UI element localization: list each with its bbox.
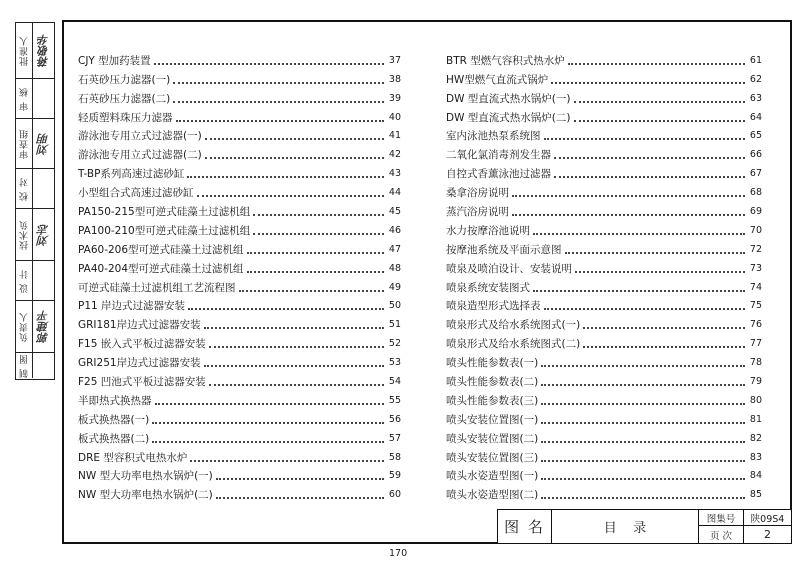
- toc-entry-title: PA100-210型可逆式硅藻土过滤机组: [78, 224, 251, 237]
- toc-entry: [78, 331, 401, 350]
- dot-leader: [247, 252, 384, 254]
- signoff-role: [16, 353, 33, 378]
- toc-entry-title: 喷泉及喷泊设计、安装说明: [446, 262, 572, 275]
- signoff-signature: [33, 301, 54, 352]
- toc-entry-title: BTR 型燃气容积式热水炉: [446, 54, 565, 67]
- toc-entry-title: 板式换热器(二): [78, 432, 150, 445]
- dot-leader: [209, 384, 384, 386]
- toc-entry: [78, 142, 401, 161]
- toc-entry-page: 79: [749, 376, 762, 388]
- toc-entry: [446, 407, 762, 426]
- toc-entry-title: 小型组合式高速过滤砂缸: [78, 187, 194, 200]
- dot-leader: [541, 497, 745, 499]
- toc-entry-page: 76: [749, 319, 762, 331]
- toc-entry: [446, 445, 762, 464]
- toc-entry: [78, 86, 401, 105]
- toc-entry: [446, 464, 762, 483]
- toc-entry-title: 二氧化氯消毒剂发生器: [446, 149, 551, 162]
- toc-entry-page: 66: [749, 149, 762, 161]
- drawing-frame: [62, 20, 792, 544]
- signoff-cell: [16, 23, 54, 79]
- toc-entry-page: 37: [388, 54, 401, 66]
- signoff-signature: [33, 169, 54, 208]
- signoff-cell: [16, 209, 54, 261]
- dot-leader: [152, 441, 384, 443]
- toc-entry-title: DW 型直流式热水锅炉(一): [446, 92, 571, 105]
- dot-leader: [205, 157, 384, 159]
- toc-entry: [78, 48, 401, 67]
- dot-leader: [173, 82, 384, 84]
- toc-entry-page: 58: [388, 451, 401, 463]
- dot-leader: [188, 308, 384, 310]
- toc-entry-page: 41: [388, 130, 401, 142]
- toc-entry: [446, 67, 762, 86]
- toc-entry-title: 水力按摩浴池说明: [446, 224, 530, 237]
- dot-leader: [152, 422, 384, 424]
- toc-entry-page: 60: [388, 489, 401, 501]
- toc-entry: [78, 105, 401, 124]
- dot-leader: [554, 157, 745, 159]
- signoff-signature: [33, 119, 54, 168]
- toc-entry-page: 48: [388, 262, 401, 274]
- signoff-role: [16, 261, 33, 300]
- toc-entry: [446, 350, 762, 369]
- toc-entry-title: PA60-206型可逆式硅藻土过滤机组: [78, 243, 244, 256]
- toc-entry: [78, 275, 401, 294]
- toc-entry: [78, 237, 401, 256]
- dot-leader: [253, 214, 384, 216]
- toc-entry-page: 53: [388, 357, 401, 369]
- dot-leader: [209, 346, 384, 348]
- toc-entry-page: 43: [388, 168, 401, 180]
- toc-entry-title: 游泳池专用立式过滤器(一): [78, 130, 202, 143]
- dot-leader: [541, 478, 745, 480]
- toc-entry: [446, 294, 762, 313]
- toc-entry-title: F15 嵌入式平板过滤器安装: [78, 338, 206, 351]
- toc-entry-page: 52: [388, 338, 401, 350]
- toc-entry-title: 喷泉造型形式选择表: [446, 300, 541, 313]
- toc-entry: [78, 199, 401, 218]
- toc-entry-page: 47: [388, 243, 401, 255]
- toc-entry-title: CJY 型加药装置: [78, 54, 151, 67]
- dot-leader: [197, 195, 385, 197]
- toc-entry: [78, 445, 401, 464]
- dot-leader: [565, 252, 746, 254]
- toc-entry-title: F25 凹池式平板过滤器安装: [78, 376, 206, 389]
- signoff-cell: [16, 261, 54, 301]
- toc-entry-title: 蒸汽浴房说明: [446, 206, 509, 219]
- toc-entry-page: 67: [749, 168, 762, 180]
- title-block-name: [552, 510, 699, 543]
- dot-leader: [204, 365, 384, 367]
- toc-entry-title: 喷头性能参数表(二): [446, 376, 539, 389]
- toc-entry: [78, 124, 401, 143]
- dot-leader: [544, 308, 746, 310]
- toc-entry: [446, 180, 762, 199]
- toc-entry-title: 喷泉系统安装图式: [446, 281, 530, 294]
- dot-leader: [541, 460, 745, 462]
- dot-leader: [583, 346, 745, 348]
- toc-entry: [446, 48, 762, 67]
- dot-leader: [574, 120, 746, 122]
- title-block: [497, 509, 792, 544]
- toc-entry-page: 64: [749, 111, 762, 123]
- toc-entry-page: 46: [388, 224, 401, 236]
- toc-entry: [446, 161, 762, 180]
- signoff-cell: [16, 79, 54, 119]
- toc-entry-page: 42: [388, 149, 401, 161]
- toc-entry: [446, 275, 762, 294]
- toc-entry-page: 80: [749, 394, 762, 406]
- toc-entry: [78, 350, 401, 369]
- dot-leader: [216, 478, 384, 480]
- signoff-signature: [33, 23, 54, 78]
- toc-entry-title: 喷头安装位置图(二): [446, 432, 539, 445]
- toc-entry-title: 喷头安装位置图(一): [446, 413, 539, 426]
- toc-entry-title: 石英砂压力滤器(二): [78, 92, 171, 105]
- page-no-value: [744, 526, 791, 543]
- toc-entry-title: 喷头水姿造型图(二): [446, 489, 539, 502]
- toc-entry: [78, 426, 401, 445]
- page-no-label: [699, 526, 744, 543]
- toc-entry: [78, 312, 401, 331]
- toc-entry-page: 61: [749, 54, 762, 66]
- dot-leader: [544, 138, 746, 140]
- toc-entry-title: HW型燃气直流式锅炉: [446, 73, 549, 86]
- dot-leader: [574, 101, 746, 103]
- toc-entry: [446, 124, 762, 143]
- signature-text: 蒋敬华: [36, 34, 50, 67]
- toc-entry-page: 69: [749, 206, 762, 218]
- dot-leader: [533, 233, 745, 235]
- dot-leader: [568, 63, 745, 65]
- toc-entry-page: 62: [749, 73, 762, 85]
- toc-entry: [446, 426, 762, 445]
- atlas-no-value: [744, 510, 791, 526]
- dot-leader: [204, 327, 384, 329]
- toc-entry-title: 板式换热器(一): [78, 413, 150, 426]
- signature-text: 刘志: [36, 223, 50, 246]
- toc-entry-page: 70: [749, 224, 762, 236]
- signoff-role-text: 技术负: [19, 219, 30, 250]
- signoff-cell: [16, 119, 54, 169]
- signoff-role-text: 审查组: [19, 128, 30, 159]
- toc-entry-title: NW 型大功率电热水锅炉(二): [78, 489, 213, 502]
- dot-leader: [173, 101, 384, 103]
- dot-leader: [541, 384, 745, 386]
- toc-entry: [446, 199, 762, 218]
- toc-entry-page: 38: [388, 73, 401, 85]
- signoff-role: [16, 119, 33, 168]
- atlas-no-text: 陕09S4: [750, 513, 785, 525]
- toc-entry: [446, 482, 762, 501]
- dot-leader: [190, 460, 384, 462]
- dot-leader: [541, 403, 745, 405]
- toc-entry-page: 56: [388, 413, 401, 425]
- toc-entry-page: 54: [388, 376, 401, 388]
- signoff-cell: [16, 169, 54, 209]
- toc-entry: [446, 218, 762, 237]
- toc-entry-title: 喷泉形式及给水系统图式(二): [446, 338, 581, 351]
- toc-entry: [78, 218, 401, 237]
- signoff-signature: [33, 79, 54, 118]
- signoff-role: [16, 209, 33, 260]
- toc-entry-title: 室内泳池热泵系统图: [446, 130, 541, 143]
- toc-entry: [78, 407, 401, 426]
- toc-entry-title: 喷泉形式及给水系统图式(一): [446, 319, 581, 332]
- page-no-text: 2: [764, 528, 771, 541]
- toc-entry-title: PA150-215型可逆式硅藻土过滤机组: [78, 206, 251, 219]
- toc-entry-page: 49: [388, 281, 401, 293]
- toc-entry-page: 40: [388, 111, 401, 123]
- signoff-signature: [33, 353, 54, 378]
- signoff-strip: [15, 22, 55, 380]
- toc-entry: [446, 312, 762, 331]
- dot-leader: [205, 138, 384, 140]
- dot-leader: [247, 271, 384, 273]
- toc-entry: [446, 86, 762, 105]
- signoff-cell: [16, 353, 54, 378]
- toc-entry-page: 73: [749, 262, 762, 274]
- atlas-label-text: 图集号: [706, 513, 736, 525]
- toc-entry-page: 81: [749, 413, 762, 425]
- signoff-role-text: 校 对: [19, 176, 30, 201]
- toc-entry: [78, 464, 401, 483]
- toc-right-column: [446, 48, 762, 501]
- toc-entry-title: 游泳池专用立式过滤器(二): [78, 149, 202, 162]
- toc-entry-title: GRI251岸边式过滤器安装: [78, 357, 201, 370]
- toc-entry: [446, 237, 762, 256]
- signoff-signature: [33, 261, 54, 300]
- toc-left-column: [78, 48, 401, 501]
- toc-entry-page: 75: [749, 300, 762, 312]
- toc-entry: [78, 180, 401, 199]
- toc-entry-page: 51: [388, 319, 401, 331]
- toc-entry-title: 桑拿浴房说明: [446, 187, 509, 200]
- toc-entry-page: 85: [749, 489, 762, 501]
- dot-leader: [554, 176, 745, 178]
- toc-entry-page: 63: [749, 92, 762, 104]
- signature-text: 刘明: [36, 132, 50, 155]
- toc-entry-page: 74: [749, 281, 762, 293]
- toc-entry-page: 44: [388, 187, 401, 199]
- dot-leader: [551, 82, 745, 84]
- page-label-text: 页 次: [709, 530, 733, 542]
- toc-entry: [78, 388, 401, 407]
- dot-leader: [541, 441, 745, 443]
- signoff-role: [16, 301, 33, 352]
- dot-leader: [541, 365, 745, 367]
- dot-leader: [512, 195, 745, 197]
- dot-leader: [155, 403, 385, 405]
- toc-entry-title: NW 型大功率电热水锅炉(一): [78, 470, 213, 483]
- toc-entry: [446, 369, 762, 388]
- dot-leader: [583, 327, 745, 329]
- signoff-role: [16, 79, 33, 118]
- dot-leader: [253, 233, 384, 235]
- signoff-signature: [33, 209, 54, 260]
- signoff-role: [16, 23, 33, 78]
- dot-leader: [512, 214, 745, 216]
- name-label-text: 图 名: [504, 518, 545, 536]
- toc-entry: [446, 105, 762, 124]
- dot-leader: [575, 271, 745, 273]
- toc-entry-title: PA40-204型可逆式硅藻土过滤机组: [78, 262, 244, 275]
- toc-entry: [446, 256, 762, 275]
- signoff-role: [16, 169, 33, 208]
- toc-entry-page: 45: [388, 206, 401, 218]
- toc-entry-title: GRI181岸边式过滤器安装: [78, 319, 201, 332]
- toc-entry-title: DW 型直流式热水锅炉(二): [446, 111, 571, 124]
- dot-leader: [176, 120, 385, 122]
- toc-entry-page: 68: [749, 187, 762, 199]
- toc-entry-title: 喷头性能参数表(三): [446, 394, 539, 407]
- toc-entry: [446, 142, 762, 161]
- toc-entry-page: 57: [388, 432, 401, 444]
- toc-entry-title: 喷头性能参数表(一): [446, 357, 539, 370]
- dot-leader: [239, 290, 385, 292]
- dot-leader: [187, 176, 384, 178]
- toc-entry-title: 轻质塑料珠压力滤器: [78, 111, 173, 124]
- toc-entry: [446, 331, 762, 350]
- dot-leader: [541, 422, 745, 424]
- atlas-no-label: [699, 510, 744, 526]
- dot-leader: [533, 290, 745, 292]
- toc-entry-page: 82: [749, 432, 762, 444]
- toc-entry-title: P11 岸边式过滤器安装: [78, 300, 186, 313]
- toc-entry-title: 可逆式硅藻土过滤机组工艺流程图: [78, 281, 236, 294]
- toc-entry-title: DRE 型容积式电热水炉: [78, 451, 188, 464]
- signoff-cell: [16, 301, 54, 353]
- toc-entry-page: 83: [749, 451, 762, 463]
- toc-entry-page: 39: [388, 92, 401, 104]
- dot-leader: [154, 63, 384, 65]
- signoff-role-text: 设 计: [19, 268, 30, 293]
- toc-entry-title: 喷头安装位置图(三): [446, 451, 539, 464]
- toc-entry-page: 72: [749, 243, 762, 255]
- footer-page-number: 170: [389, 548, 408, 559]
- toc-entry-page: 59: [388, 470, 401, 482]
- toc-entry-title: 自控式香薰泳池过滤器: [446, 168, 551, 181]
- dot-leader: [216, 497, 384, 499]
- toc-entry-page: 77: [749, 338, 762, 350]
- signoff-role-text: 审 核: [19, 86, 30, 111]
- signoff-role-text: 批准人: [19, 35, 30, 66]
- toc-entry-title: 石英砂压力滤器(一): [78, 73, 171, 86]
- toc-entry: [78, 67, 401, 86]
- toc-entry-page: 84: [749, 470, 762, 482]
- toc-entry: [78, 369, 401, 388]
- toc-entry: [78, 161, 401, 180]
- toc-entry: [446, 388, 762, 407]
- signoff-role-text: 制 图: [19, 353, 30, 378]
- signature-text: 郭建平: [36, 310, 50, 343]
- toc-entry-title: T-BP系列高速过滤砂缸: [78, 168, 185, 181]
- toc-entry-page: 78: [749, 357, 762, 369]
- toc-entry-page: 50: [388, 300, 401, 312]
- toc-entry-title: 按摩池系统及平面示意图: [446, 243, 562, 256]
- toc-entry-page: 65: [749, 130, 762, 142]
- toc-entry-page: 55: [388, 394, 401, 406]
- toc-entry-title: 喷头水姿造型图(一): [446, 470, 539, 483]
- title-block-name-label: [498, 510, 552, 543]
- drawing-name-text: 目 录: [603, 521, 647, 536]
- toc-entry-title: 半即热式换热器: [78, 394, 152, 407]
- signoff-role-text: 负责人: [19, 311, 30, 342]
- toc-entry: [78, 294, 401, 313]
- toc-entry: [78, 256, 401, 275]
- toc-entry: [78, 482, 401, 501]
